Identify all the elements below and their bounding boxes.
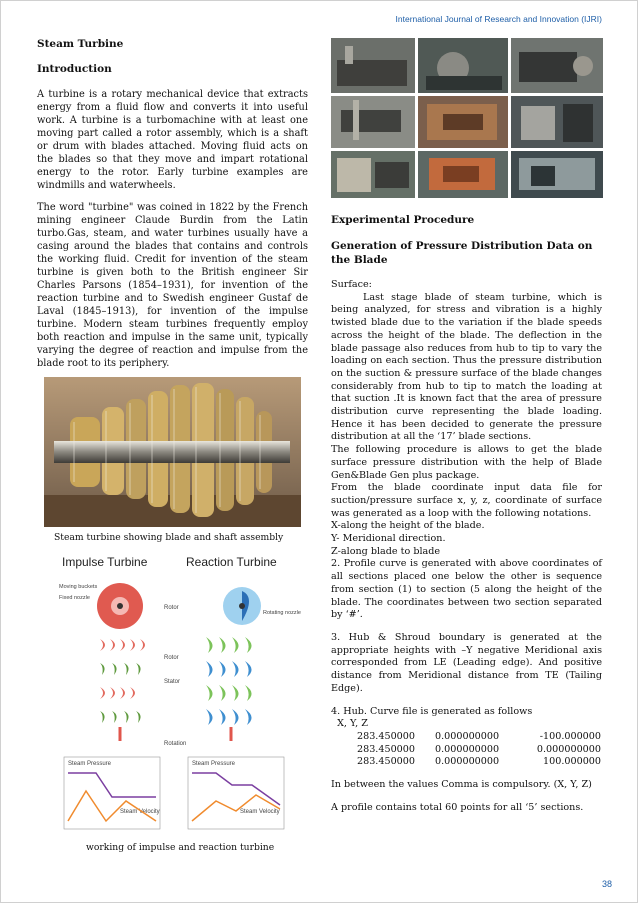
plant-photo-grid bbox=[331, 38, 603, 198]
surface-label: Surface: bbox=[331, 279, 372, 290]
right-column bbox=[331, 214, 602, 814]
reaction-title: Reaction Turbine bbox=[186, 555, 277, 569]
journal-header: International Journal of Research and Innovation (IJRI) bbox=[395, 14, 602, 24]
steam-turbine-photo bbox=[44, 377, 301, 527]
coord-row bbox=[331, 744, 602, 757]
coord-value: 100.000000 bbox=[543, 756, 601, 768]
steam-pressure-label-1: Steam Pressure bbox=[68, 761, 112, 767]
diagram-caption: working of impulse and reaction turbine bbox=[86, 842, 275, 853]
comma-paragraph: In between the values Comma is compulsory. (X, Y, Z) bbox=[331, 779, 592, 791]
rotating-nozzle-label: Rotating nozzle bbox=[263, 610, 301, 616]
profile-points-paragraph: A profile contains total 60 points for all ‘5’ sections. bbox=[331, 801, 584, 813]
coord-value: -100.000000 bbox=[539, 730, 601, 742]
coord-value: 283.450000 bbox=[357, 756, 415, 768]
coord-value: 0.000000000 bbox=[435, 756, 500, 768]
coord-row bbox=[331, 731, 602, 744]
left-column bbox=[37, 38, 308, 370]
item-2-paragraph: 2. Profile curve is generated with above coordinates of all sections placed one below the other is sequence from section (1) to section (5 along the height of the blade. The coordinates between two section separated by ‘#’. bbox=[331, 558, 602, 621]
steam-pressure-label-2: Steam Pressure bbox=[192, 761, 236, 767]
coord-value: 0.000000000 bbox=[435, 743, 500, 755]
xyz-header: X, Y, Z bbox=[331, 718, 368, 730]
impulse-title: Impulse Turbine bbox=[62, 555, 148, 569]
history-paragraph: The word "turbine" was coined in 1822 by the French mining engineer Claude Burdin from the Latin turbo.Gas, steam, and water turbines usually have a casing around the blades that contains and controls the working fluid. Credit for invention of the steam turbine is given both to the British engineer Sir Charles Parsons (1854–1931), for invention of the reaction turbine and to Swedish engineer Gustaf de Laval (1845–1913), for invention of the impulse turbine. Modern steam turbines frequently employ both reaction and impulse in the same unit, typically varying the degree of reaction and impulse from the blade root to its periphery. bbox=[37, 202, 308, 369]
hub-curve-coordinates bbox=[331, 731, 602, 769]
generation-heading: Generation of Pressure Distribution Data on the Blade bbox=[331, 240, 593, 266]
intro-paragraph: A turbine is a rotary mechanical device that extracts energy from a fluid flow and converts it into useful work. A turbine is a turbomachine with at least one moving part called a rotor assembly, which is a shaft or drum with blades attached. Moving fluid acts on the blades so that they move and impart rotational energy to the rotor. Early turbine examples are windmills and waterwheels. bbox=[37, 89, 308, 191]
coord-value: 283.450000 bbox=[357, 743, 415, 755]
turbine-photo-caption: Steam turbine showing blade and shaft assembly bbox=[54, 532, 284, 543]
steam-velocity-label-1: Steam Velocity bbox=[120, 809, 160, 815]
page-number: 38 bbox=[601, 879, 612, 889]
procedure-paragraph: The following procedure is allows to get the blade surface pressure distribution with the help of Blade Gen&Blade Gen plus package. bbox=[331, 444, 602, 481]
y-notation: Y- Meridional direction. bbox=[331, 533, 446, 545]
z-notation: Z-along blade to blade bbox=[331, 545, 441, 557]
intro-heading: Introduction bbox=[37, 63, 112, 75]
surface-paragraph: Last stage blade of steam turbine, which is being analyzed, for stress and vibration is a highly twisted blade due to the variation if the blade speeds across the height of the blade. The deflection in the blade passage also reduces from hub to tip to vary the loading on each section. Thus the pressure distribution on the suction & pressure surface of the blade changes considerably from hub to tip to match the loading at that suction .It is known fact that the area of pressure distribution curve representing the blade loading. Hence it has been decided to generate the pressure distribution at all the ‘17’ blade sections. bbox=[331, 291, 602, 443]
fixed-nozzle-label: Fixed nozzle bbox=[59, 595, 90, 601]
coordinate-file-paragraph: From the blade coordinate input data file for suction/pressure surface x, y, z, coordinate of surface was generated as a loop with the following notations. bbox=[331, 482, 602, 519]
coord-row bbox=[331, 756, 602, 769]
coord-value: 0.000000000 bbox=[536, 743, 601, 755]
item-3-paragraph: 3. Hub & Shroud boundary is generated at the appropriate heights with –Y negative Meridional axis corresponded from LE (Leading edge). And positive distance from Meridional distance from TE (Tailing Edge). bbox=[331, 631, 602, 694]
rotation-label: Rotation bbox=[164, 741, 187, 747]
coord-value: 0.000000000 bbox=[435, 730, 500, 742]
item-4-paragraph: 4. Hub. Curve file is generated as follows bbox=[331, 705, 533, 717]
rotor-label-2: Rotor bbox=[164, 655, 179, 661]
experimental-heading: Experimental Procedure bbox=[331, 214, 475, 226]
impulse-reaction-diagram bbox=[56, 551, 301, 837]
coord-value: 283.450000 bbox=[357, 730, 415, 742]
x-notation: X-along the height of the blade. bbox=[331, 520, 485, 532]
section-title: Steam Turbine bbox=[37, 38, 124, 50]
stator-label: Stator bbox=[164, 679, 181, 685]
steam-velocity-label-2: Steam Velocity bbox=[240, 809, 280, 815]
moving-buckets-label: Moving buckets bbox=[59, 584, 98, 590]
rotor-label: Rotor bbox=[164, 605, 179, 611]
